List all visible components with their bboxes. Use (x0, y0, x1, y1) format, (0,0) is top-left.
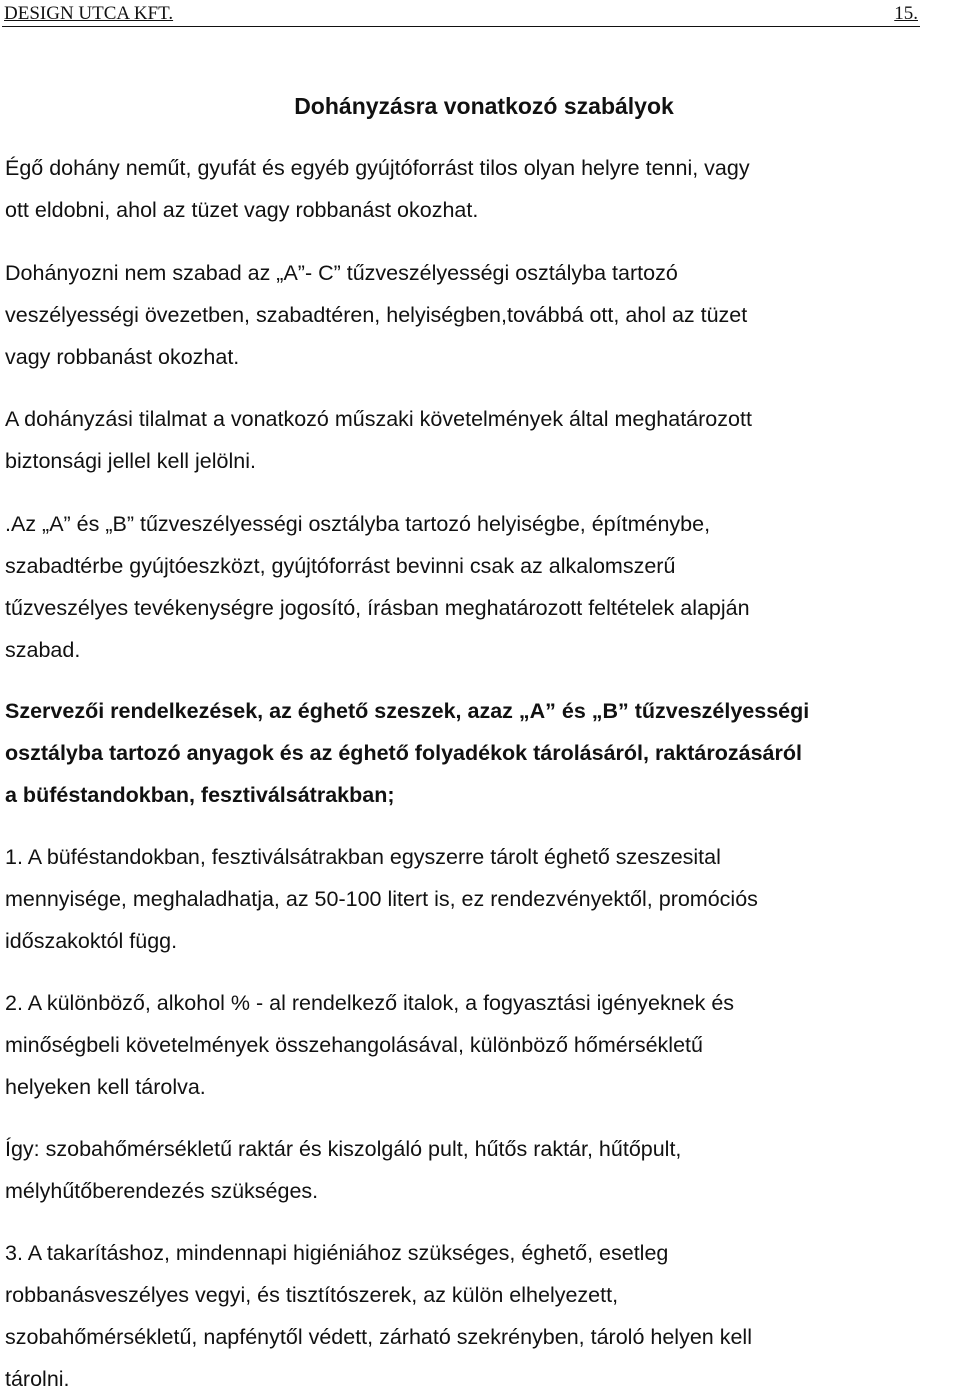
text-line: Így: szobahőmérsékletű raktár és kiszolgáló pult, hűtős raktár, hűtőpult, (5, 1137, 682, 1161)
text-line: mennyisége, meghaladhatja, az 50-100 litert is, ez rendezvényektől, promóciós (5, 887, 758, 911)
text-line: szobahőmérsékletű, napfénytől védett, zárható szekrényben, tároló helyen kell (5, 1325, 752, 1349)
text-line: a büféstandokban, fesztiválsátrakban; (5, 783, 395, 807)
text-line: tárolni. (5, 1367, 70, 1391)
text-line: 3. A takarításhoz, mindennapi higiéniához szükséges, éghető, esetleg (5, 1241, 669, 1265)
text-line: mélyhűtőberendezés szükséges. (5, 1179, 319, 1203)
page-header (2, 2, 920, 27)
header-company: DESIGN UTCA KFT. (4, 3, 174, 24)
paragraph-8 (5, 1128, 957, 1212)
document-title: Dohányzásra vonatkozó szabályok (294, 93, 674, 119)
text-line: veszélyességi övezetben, szabadtéren, helyiségben,továbbá ott, ahol az tüzet (5, 303, 748, 327)
text-line: 2. A különböző, alkohol % - al rendelkező italok, a fogyasztási igényeknek és (5, 991, 735, 1015)
text-line: minőségbeli követelmények összehangolásával, különböző hőmérsékletű (5, 1033, 703, 1057)
paragraph-6 (5, 836, 957, 962)
text-line: ott eldobni, ahol az tüzet vagy robbanást okozhat. (5, 198, 479, 222)
paragraph-2 (5, 252, 957, 378)
text-line: Dohányozni nem szabad az „A”- C” tűzveszélyességi osztályba tartozó (5, 261, 678, 285)
text-line: tűzveszélyes tevékenységre jogosító, írásban meghatározott feltételek alapján (5, 596, 750, 620)
text-line: időszakoktól függ. (5, 929, 178, 953)
text-line: Égő dohány neműt, gyufát és egyéb gyújtóforrást tilos olyan helyre tenni, vagy (5, 156, 750, 180)
text-line: osztályba tartozó anyagok és az éghető folyadékok tárolásáról, raktározásáról (5, 741, 802, 765)
text-line: helyeken kell tárolva. (5, 1075, 206, 1099)
paragraph-3 (5, 398, 957, 482)
text-line: Szervezői rendelkezések, az éghető szeszek, azaz „A” és „B” tűzveszélyességi (5, 699, 810, 723)
paragraph-1 (5, 147, 957, 231)
text-line: .Az „A” és „B” tűzveszélyességi osztályba tartozó helyiségbe, építménybe, (5, 512, 711, 536)
text-line: A dohányzási tilalmat a vonatkozó műszaki követelmények által meghatározott (5, 407, 752, 431)
text-line: vagy robbanást okozhat. (5, 345, 240, 369)
paragraph-7 (5, 982, 957, 1108)
text-line: robbanásveszélyes vegyi, és tisztítószerek, az külön elhelyezett, (5, 1283, 619, 1307)
text-line: szabad. (5, 638, 81, 662)
paragraph-9 (5, 1232, 957, 1400)
paragraph-4 (5, 503, 957, 671)
header-page-number: 15. (894, 3, 918, 24)
text-line: biztonsági jellel kell jelölni. (5, 449, 256, 473)
text-line: 1. A büféstandokban, fesztiválsátrakban egyszerre tárolt éghető szeszesital (5, 845, 721, 869)
text-line: szabadtérbe gyújtóeszközt, gyújtóforrást bevinni csak az alkalomszerű (5, 554, 676, 578)
paragraph-5-heading (5, 690, 957, 816)
